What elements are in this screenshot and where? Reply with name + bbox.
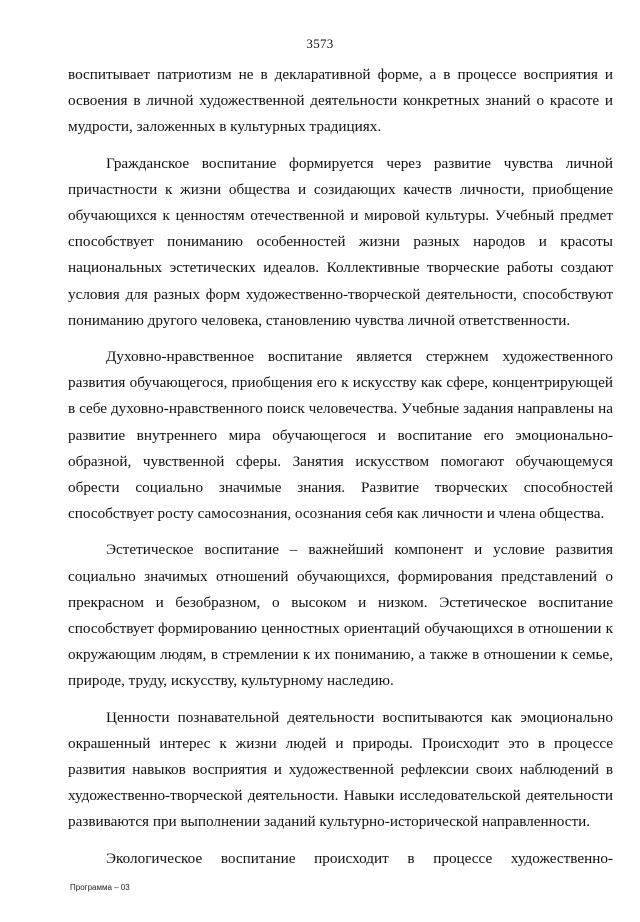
paragraph-ecological-education: Экологическое воспитание происходит в процессе художественно- bbox=[106, 849, 613, 867]
paragraph-spiritual-moral-education: Духовно-нравственное воспитание является стержнем художественного развития обучающегося, приобщения его к искусству как сфере, концентрирующей в себе духовно-нравственного поиск человечества. Учебные задания направлены на развитие внутреннего мира обучающегося и воспитание его эмоционально-образной, чувственной сферы. Занятия искусством помогают обучающемуся обрести социально значимые знания. Развитие творческих способностей способствует росту самосознания, осознания себя как личности и члена общества. bbox=[68, 348, 613, 523]
paragraph-aesthetic-education: Эстетическое воспитание – важнейший компонент и условие развития социально значимых отношений обучающихся, формирования представлений о прекрасном и безобразном, о высоком и низком. Эстетическое воспитание способствует формированию ценностных ориентаций обучающихся в отношении к окружающим людям, в стремлении к их пониманию, а также в отношении к семье, природе, труду, искусству, культурному наследию. bbox=[68, 541, 613, 690]
page-number: 3573 bbox=[306, 36, 334, 51]
page-footer: Программа – 03 bbox=[70, 883, 130, 892]
paragraph-civic-education: Гражданское воспитание формируется через развитие чувства личной причастности к жизни общества и созидающих качеств личности, приобщение обучающихся к ценностям отечественной и мировой культуры. Учебный предмет способствует пониманию особенностей жизни разных народов и красоты национальных эстетических идеалов. Коллективные творческие работы создают условия для разных форм художественно-творческой деятельности, способствуют пониманию другого человека, становлению чувства личной ответственности. bbox=[68, 154, 613, 329]
paragraph-cognitive-values: Ценности познавательной деятельности воспитываются как эмоционально окрашенный интерес к жизни людей и природы. Происходит это в процессе развития навыков восприятия и художественной рефлексии своих наблюдений в художественно-творческой деятельности. Навыки исследовательской деятельности развиваются при выполнении заданий культурно-исторической направленности. bbox=[68, 708, 613, 831]
paragraph-patriotism-continuation: воспитывает патриотизм не в декларативной форме, а в процессе восприятия и освоения в личной художественной деятельности конкретных знаний о красоте и мудрости, заложенных в культурных традициях. bbox=[68, 66, 613, 136]
document-body bbox=[68, 62, 613, 872]
